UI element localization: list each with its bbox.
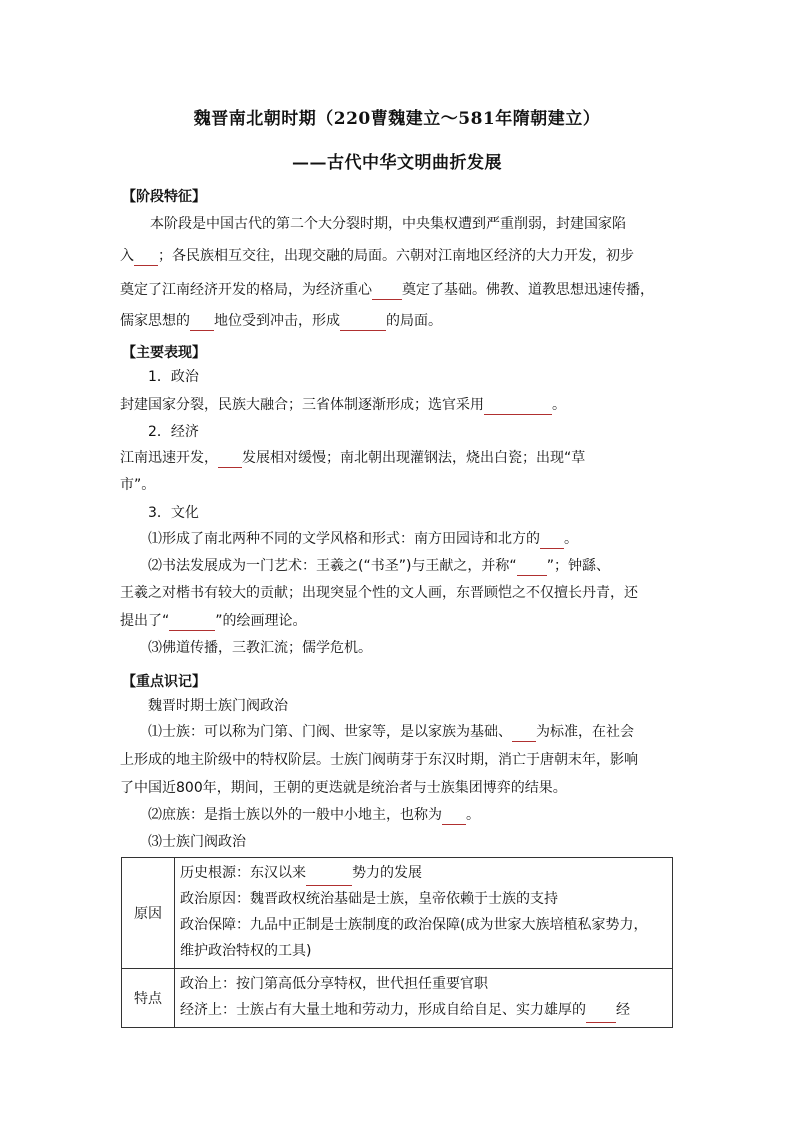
stage-line-1: 本阶段是中国古代的第二个大分裂时期，中央集权遭到严重削弱，封建国家陷 [150,216,626,232]
key-line-1: ⑴士族：可以称为门第、门阀、世家等，是以家族为基础、 为标准，在社会 [148,724,634,740]
document-subtitle: ——古代中华文明曲折发展 [292,153,502,173]
subsection-economy: 2．经济 [148,424,199,440]
clan-politics-table [121,857,673,1028]
row-label-cause: 原因 [122,858,175,969]
economy-line-2: 市”。 [120,477,156,493]
fill-blank [586,1007,616,1023]
table-row [122,969,673,1028]
subsection-culture: 3．文化 [148,505,199,521]
section-heading-main: 【主要表现】 [122,345,206,361]
row-label-feature: 特点 [122,969,175,1028]
key-line-2: 上形成的地主阶级中的特权阶层。士族门阀萌芽于东汉时期，消亡于唐朝末年，影响 [120,752,638,768]
culture-line-5: ⑶佛道传播，三教汇流；儒学危机。 [148,640,372,656]
fill-blank [372,284,402,300]
section-heading-key: 【重点识记】 [122,674,206,690]
key-line-5: ⑶士族门阀政治 [148,834,246,850]
stage-line-2: 入 ；各民族相互交往，出现交融的局面。六朝对江南地区经济的大力开发，初步 [120,248,634,264]
fill-blank [306,870,352,886]
culture-line-4: 提出了“ ”的绘画理论。 [120,613,307,629]
subsection-politics: 1．政治 [148,369,199,385]
fill-blank [442,809,466,825]
key-subtitle: 魏晋时期士族门阀政治 [148,698,288,714]
key-line-3: 了中国近800年，期间，王朝的更迭就是统治者与士族集团博弈的结果。 [120,780,567,796]
row-content-cause: 历史根源：东汉以来 势力的发展 政治原因：魏晋政权统治基础是士族，皇帝依赖于士族的支持 政治保障：九品中正制是士族制度的政治保障(成为世家大族培植私家势力， 维护政治特权的工具) [175,858,673,969]
table-row [122,858,673,969]
culture-line-3: 王羲之对楷书有较大的贡献；出现突显个性的文人画，东晋顾恺之不仅擅长丹青，还 [120,585,638,601]
culture-line-1: ⑴形成了南北两种不同的文学风格和形式：南方田园诗和北方的 。 [148,531,578,547]
fill-blank [218,452,242,468]
fill-blank [517,560,547,576]
stage-line-3: 奠定了江南经济开发的格局，为经济重心 奠定了基础。佛教、道教思想迅速传播， [120,282,654,298]
stage-line-4: 儒家思想的 地位受到冲击，形成 的局面。 [120,313,442,329]
fill-blank [169,615,215,631]
fill-blank [340,315,386,331]
fill-blank [484,399,552,415]
fill-blank [540,533,564,549]
fill-blank [512,726,536,742]
economy-line-1: 江南迅速开发， 发展相对缓慢；南北朝出现灌钢法，烧出白瓷；出现“草 [120,450,586,466]
culture-line-2: ⑵书法发展成为一门艺术：王羲之(“书圣”)与王献之，并称“ ”；钟繇、 [148,558,610,574]
section-heading-stage: 【阶段特征】 [122,189,206,205]
key-line-4: ⑵庶族：是指士族以外的一般中小地主，也称为 。 [148,807,480,823]
politics-line: 封建国家分裂，民族大融合；三省体制逐渐形成；选官采用 。 [120,397,566,413]
fill-blank [190,315,214,331]
document-title: 魏晋南北朝时期（220曹魏建立～581年隋朝建立） [193,109,601,129]
row-content-feature: 政治上：按门第高低分享特权，世代担任重要官职 经济上：士族占有大量土地和劳动力，形成自给自足、实力雄厚的 经 [175,969,673,1028]
fill-blank [134,250,158,266]
